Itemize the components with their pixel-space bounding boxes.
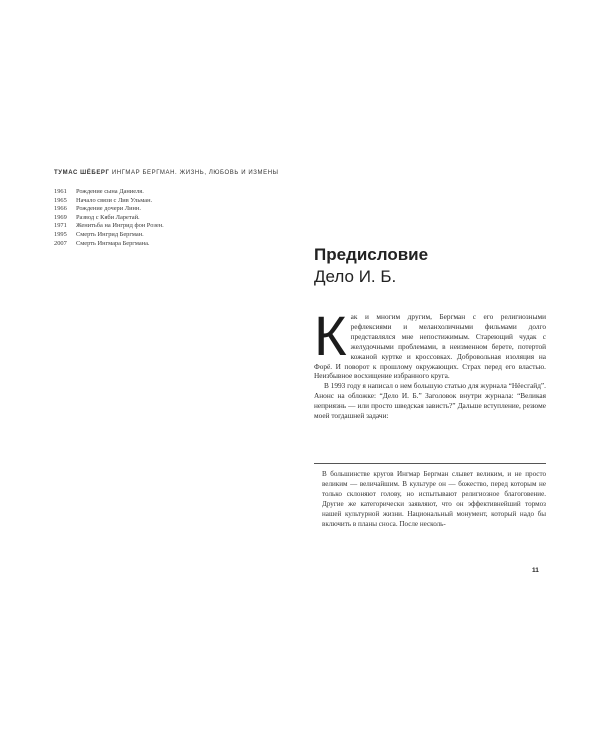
chronology-year: 1969 bbox=[54, 213, 67, 221]
chronology-year: 1961 bbox=[54, 188, 67, 195]
body-text bbox=[314, 304, 546, 421]
chronology-item bbox=[54, 240, 164, 249]
chronology-list bbox=[54, 188, 164, 248]
chronology-item bbox=[54, 197, 164, 206]
running-head bbox=[54, 170, 279, 176]
chronology-year: 1995 bbox=[54, 230, 67, 238]
chronology-event: Развод с Кяби Ларетай. bbox=[76, 213, 140, 221]
quote-rule bbox=[314, 463, 546, 464]
chapter-title: Предисловие bbox=[314, 245, 429, 264]
chronology-year: 1966 bbox=[54, 205, 67, 213]
chronology-item bbox=[54, 231, 164, 240]
chronology-year: 1965 bbox=[54, 196, 67, 204]
chronology-item bbox=[54, 188, 164, 197]
paragraph: В 1993 году я написал о нем большую статью для журнала “Нёесгайд”. Анонс на обложке: “Дело И. Б.” Заголовок внутри журнала: “Великая неприязнь — или просто шведская зависть?” Дальше вступление, резюме моей тогдашней задачи: bbox=[314, 381, 546, 421]
drop-cap: К bbox=[314, 304, 347, 367]
chronology-year: 1971 bbox=[54, 222, 67, 230]
chronology-event: Смерть Ингмара Бергмана. bbox=[76, 239, 150, 247]
chronology-item bbox=[54, 205, 164, 214]
chronology-event: Рождение сына Даниеля. bbox=[76, 188, 144, 195]
running-head-author: ТУМАС ШЁБЕРГ bbox=[54, 170, 110, 176]
running-head-title: ИНГМАР БЕРГМАН. ЖИЗНЬ, ЛЮБОВЬ И ИЗМЕНЫ bbox=[111, 170, 279, 176]
chapter-subtitle: Дело И. Б. bbox=[314, 267, 397, 286]
chronology-event: Рождение дочери Линн. bbox=[76, 205, 141, 213]
chronology-event: Женитьба на Ингрид фон Розен. bbox=[76, 222, 164, 230]
chronology-event: Смерть Ингрид Бергман. bbox=[76, 230, 144, 238]
chronology-event: Начало связи с Лив Ульман. bbox=[76, 196, 153, 204]
chronology-year: 2007 bbox=[54, 239, 67, 247]
chronology-item bbox=[54, 222, 164, 231]
block-quote bbox=[314, 463, 546, 529]
quote-text: В большинстве кругов Ингмар Бергман слывет великим, и не просто великим — величайшим. В культуре он — божество, перед которым не только склоняют голову, но испытывают религиозное благоговение. Другие же категорически заявляют, что он эффективнейший тормоз нашей культурной жизни. Национальный монумент, который надо бы включить в планы сноса. После несколь- bbox=[322, 470, 546, 528]
paragraph: ак и многим другим, Бергман с его религиозными рефлексиями и меланхоличными фильмами долго представлялся мне непостижимым. Стареющий чудак с желудочными проблемами, в неизменном берете, потертой кожаной куртке и кроссовках. Добровольная изоляция на Форё. И поворот к прошлому окружающих. Страх перед его властью. Неизбывное восхищение избранного круга. bbox=[314, 312, 546, 381]
page-number: 11 bbox=[532, 567, 539, 574]
chronology-item bbox=[54, 214, 164, 223]
